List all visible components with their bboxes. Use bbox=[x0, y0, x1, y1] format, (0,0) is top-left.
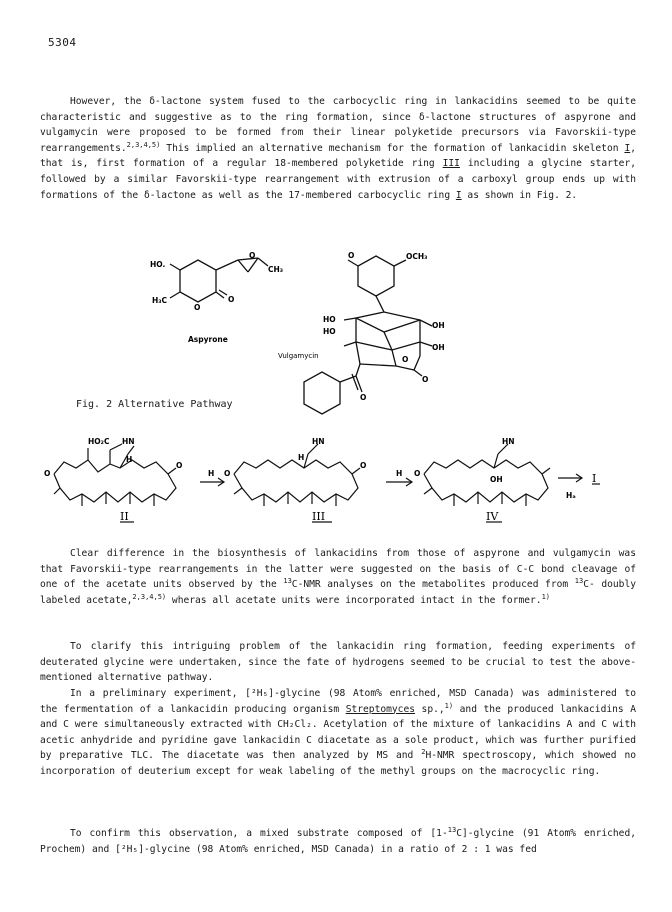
isotope-label: ²H₅ bbox=[250, 688, 269, 699]
aspyrone-h3c-label: H₃C bbox=[152, 296, 168, 305]
pathway-scheme bbox=[36, 432, 636, 542]
p4-text-4: and the produced lankacidins A and C were simultaneously extracted with CH₂Cl₂. Acetylation of the mixture of lankacidins A and C with acetic anhydride and pyridine gave lankacidin C diacetate as a sole product, which was further purified by preparative TLC. The diacetate was then analyzed by MS and bbox=[40, 703, 636, 762]
p5-text-2: C]-glycine (91 Atom% enriched, Prochem) and [ bbox=[40, 828, 637, 855]
aspyrone-carbonyl-o-label: O bbox=[228, 295, 235, 304]
isotope-superscript: 13 bbox=[283, 577, 292, 586]
vulgamycin-o-top-label: O bbox=[348, 251, 355, 260]
vulgamycin-oh-label-2: OH bbox=[432, 343, 445, 352]
p4-text-3: sp., bbox=[415, 703, 445, 715]
iv-o-label: O bbox=[414, 469, 421, 478]
isotope-superscript-3: 2 bbox=[421, 748, 426, 757]
iv-hn-label: HN bbox=[502, 437, 515, 446]
vulgamycin-lactone-carbonyl-label: O bbox=[422, 375, 429, 384]
compound-ref-III: III bbox=[442, 158, 460, 170]
compound-ref-I-2: I bbox=[455, 189, 462, 201]
page-number: 5304 bbox=[48, 36, 77, 49]
aspyrone-name: Aspyrone bbox=[188, 335, 228, 344]
p1-text-5: as shown in Fig. 2. bbox=[461, 189, 578, 201]
ii-o-label: O bbox=[44, 469, 51, 478]
arrow-1-h-label: H bbox=[208, 469, 215, 478]
p4-text-5: H-NMR spectroscopy, which showed no incorporation of deuterium except for weak labeling of the methyl groups on the macrocyclic ring. bbox=[40, 750, 636, 777]
compound-ref-I: I bbox=[624, 142, 631, 154]
p1-text-1: However, the δ-lactone system fused to the carbocyclic ring in lankacidins seemed to be quite characteristic and suggestive as to the ring formation, since δ-lactone structures of aspyrone and vulgamycin were proposed to be formed from their linear polyketide precursors via Favorskii-type rearrangements. bbox=[40, 96, 636, 154]
ref-superscript-2: 2,3,4,5) bbox=[132, 592, 167, 601]
iii-h-label: H bbox=[298, 453, 305, 462]
aspyrone-ho-label: HO. bbox=[150, 260, 166, 269]
vulgamycin-keto-o-label: O bbox=[360, 393, 367, 402]
p1-text-3: , that is, first formation of a regular 18-membered polyketide ring bbox=[40, 142, 636, 170]
paragraph-biosynthesis bbox=[40, 546, 636, 608]
paragraph-feeding bbox=[40, 639, 636, 686]
p4-text-2: ]-glycine (98 Atom% enriched, MSD Canada) was administered to the fermentation of a lankacidin producing organism bbox=[40, 688, 636, 715]
paragraph-confirm bbox=[40, 826, 636, 857]
aspyrone-ring-o-label: O bbox=[194, 303, 201, 312]
p4-text-1: In a preliminary experiment, [ bbox=[70, 688, 251, 699]
p1-text-2: This implied an alternative mechanism for the formation of lankacidin skeleton bbox=[160, 142, 625, 154]
ref-superscript-4: 1) bbox=[444, 701, 454, 710]
p2-text-4: wheras all acetate units were incorporated intact in the former. bbox=[166, 594, 542, 606]
vulgamycin-och3-label: OCH₃ bbox=[406, 252, 428, 261]
isotope-label-2: ²H₅ bbox=[120, 843, 139, 855]
arrow-3-ha-label: Hₐ bbox=[566, 491, 576, 500]
vulgamycin-ho-label-1: HO bbox=[323, 315, 336, 324]
vulgamycin-ho-label-2: HO bbox=[323, 327, 336, 336]
organism-name: Streptomyces bbox=[345, 703, 416, 715]
iv-oh-label: OH bbox=[490, 475, 503, 484]
iii-o-label: O bbox=[224, 469, 231, 478]
compound-I-label: I bbox=[592, 472, 597, 485]
p2-text-1: Clear difference in the biosynthesis of lankacidins from those of aspyrone and vulgamycin was that Favorskii-type rearrangements in the latter were suggested on the basis of C-C bond cleavage of one of the acetate units observed by the bbox=[40, 548, 636, 591]
compound-III-label: III bbox=[312, 510, 326, 523]
paragraph-preliminary bbox=[40, 686, 636, 780]
p2-text-2: C-NMR analyses on the metabolites produced from bbox=[291, 579, 575, 591]
isotope-superscript-4: 13 bbox=[447, 826, 457, 834]
ii-h-label: H bbox=[126, 455, 133, 464]
ref-superscript-3: 1) bbox=[541, 592, 551, 601]
p5-text-3: ]-glycine (98 Atom% enriched, MSD Canada) in a ratio of 2 : 1 was fed bbox=[138, 843, 537, 855]
vulgamycin-oh-label-1: OH bbox=[432, 321, 445, 330]
arrow-2-h-label: H bbox=[396, 469, 403, 478]
aspyrone-epoxide-o-label: O bbox=[249, 251, 256, 260]
p2-text-3: C- doubly labeled acetate, bbox=[40, 579, 637, 606]
vulgamycin-name: Vulgamycin bbox=[278, 352, 319, 360]
ref-superscript: 2,3,4,5) bbox=[126, 140, 161, 149]
p3-text: To clarify this intriguing problem of the lankacidin ring formation, feeding experiments of deuterated glycine were undertaken, since the fate of hydrogens seemed to be crucial to test the above-mentioned alternative pathway. bbox=[40, 641, 636, 684]
iii-o-label-2: O bbox=[360, 461, 367, 470]
ii-o-label-2: O bbox=[176, 461, 183, 470]
paragraph-intro bbox=[40, 94, 636, 203]
iii-hn-label: HN bbox=[312, 437, 325, 446]
compound-IV-label: IV bbox=[486, 510, 499, 523]
figure-caption: Fig. 2 Alternative Pathway bbox=[76, 399, 233, 410]
p5-text-1: To confirm this observation, a mixed substrate composed of [1- bbox=[70, 828, 448, 839]
p1-text-4: including a glycine starter, followed by a similar Favorskii-type rearrangement with extrusion of a carboxyl group ends up with formations of the δ-lactone as well as the 17-membered carbocyclic ring bbox=[40, 158, 636, 201]
compound-II-label: II bbox=[120, 510, 129, 523]
vulgamycin-structure bbox=[256, 246, 482, 416]
aspyrone-ch3-label: CH₃ bbox=[268, 265, 284, 274]
ii-ho2c-label: HO₂C bbox=[88, 437, 110, 446]
vulgamycin-lactone-o-label: O bbox=[402, 355, 409, 364]
ii-hn-label: HN bbox=[122, 437, 135, 446]
isotope-superscript-2: 13 bbox=[574, 577, 584, 586]
